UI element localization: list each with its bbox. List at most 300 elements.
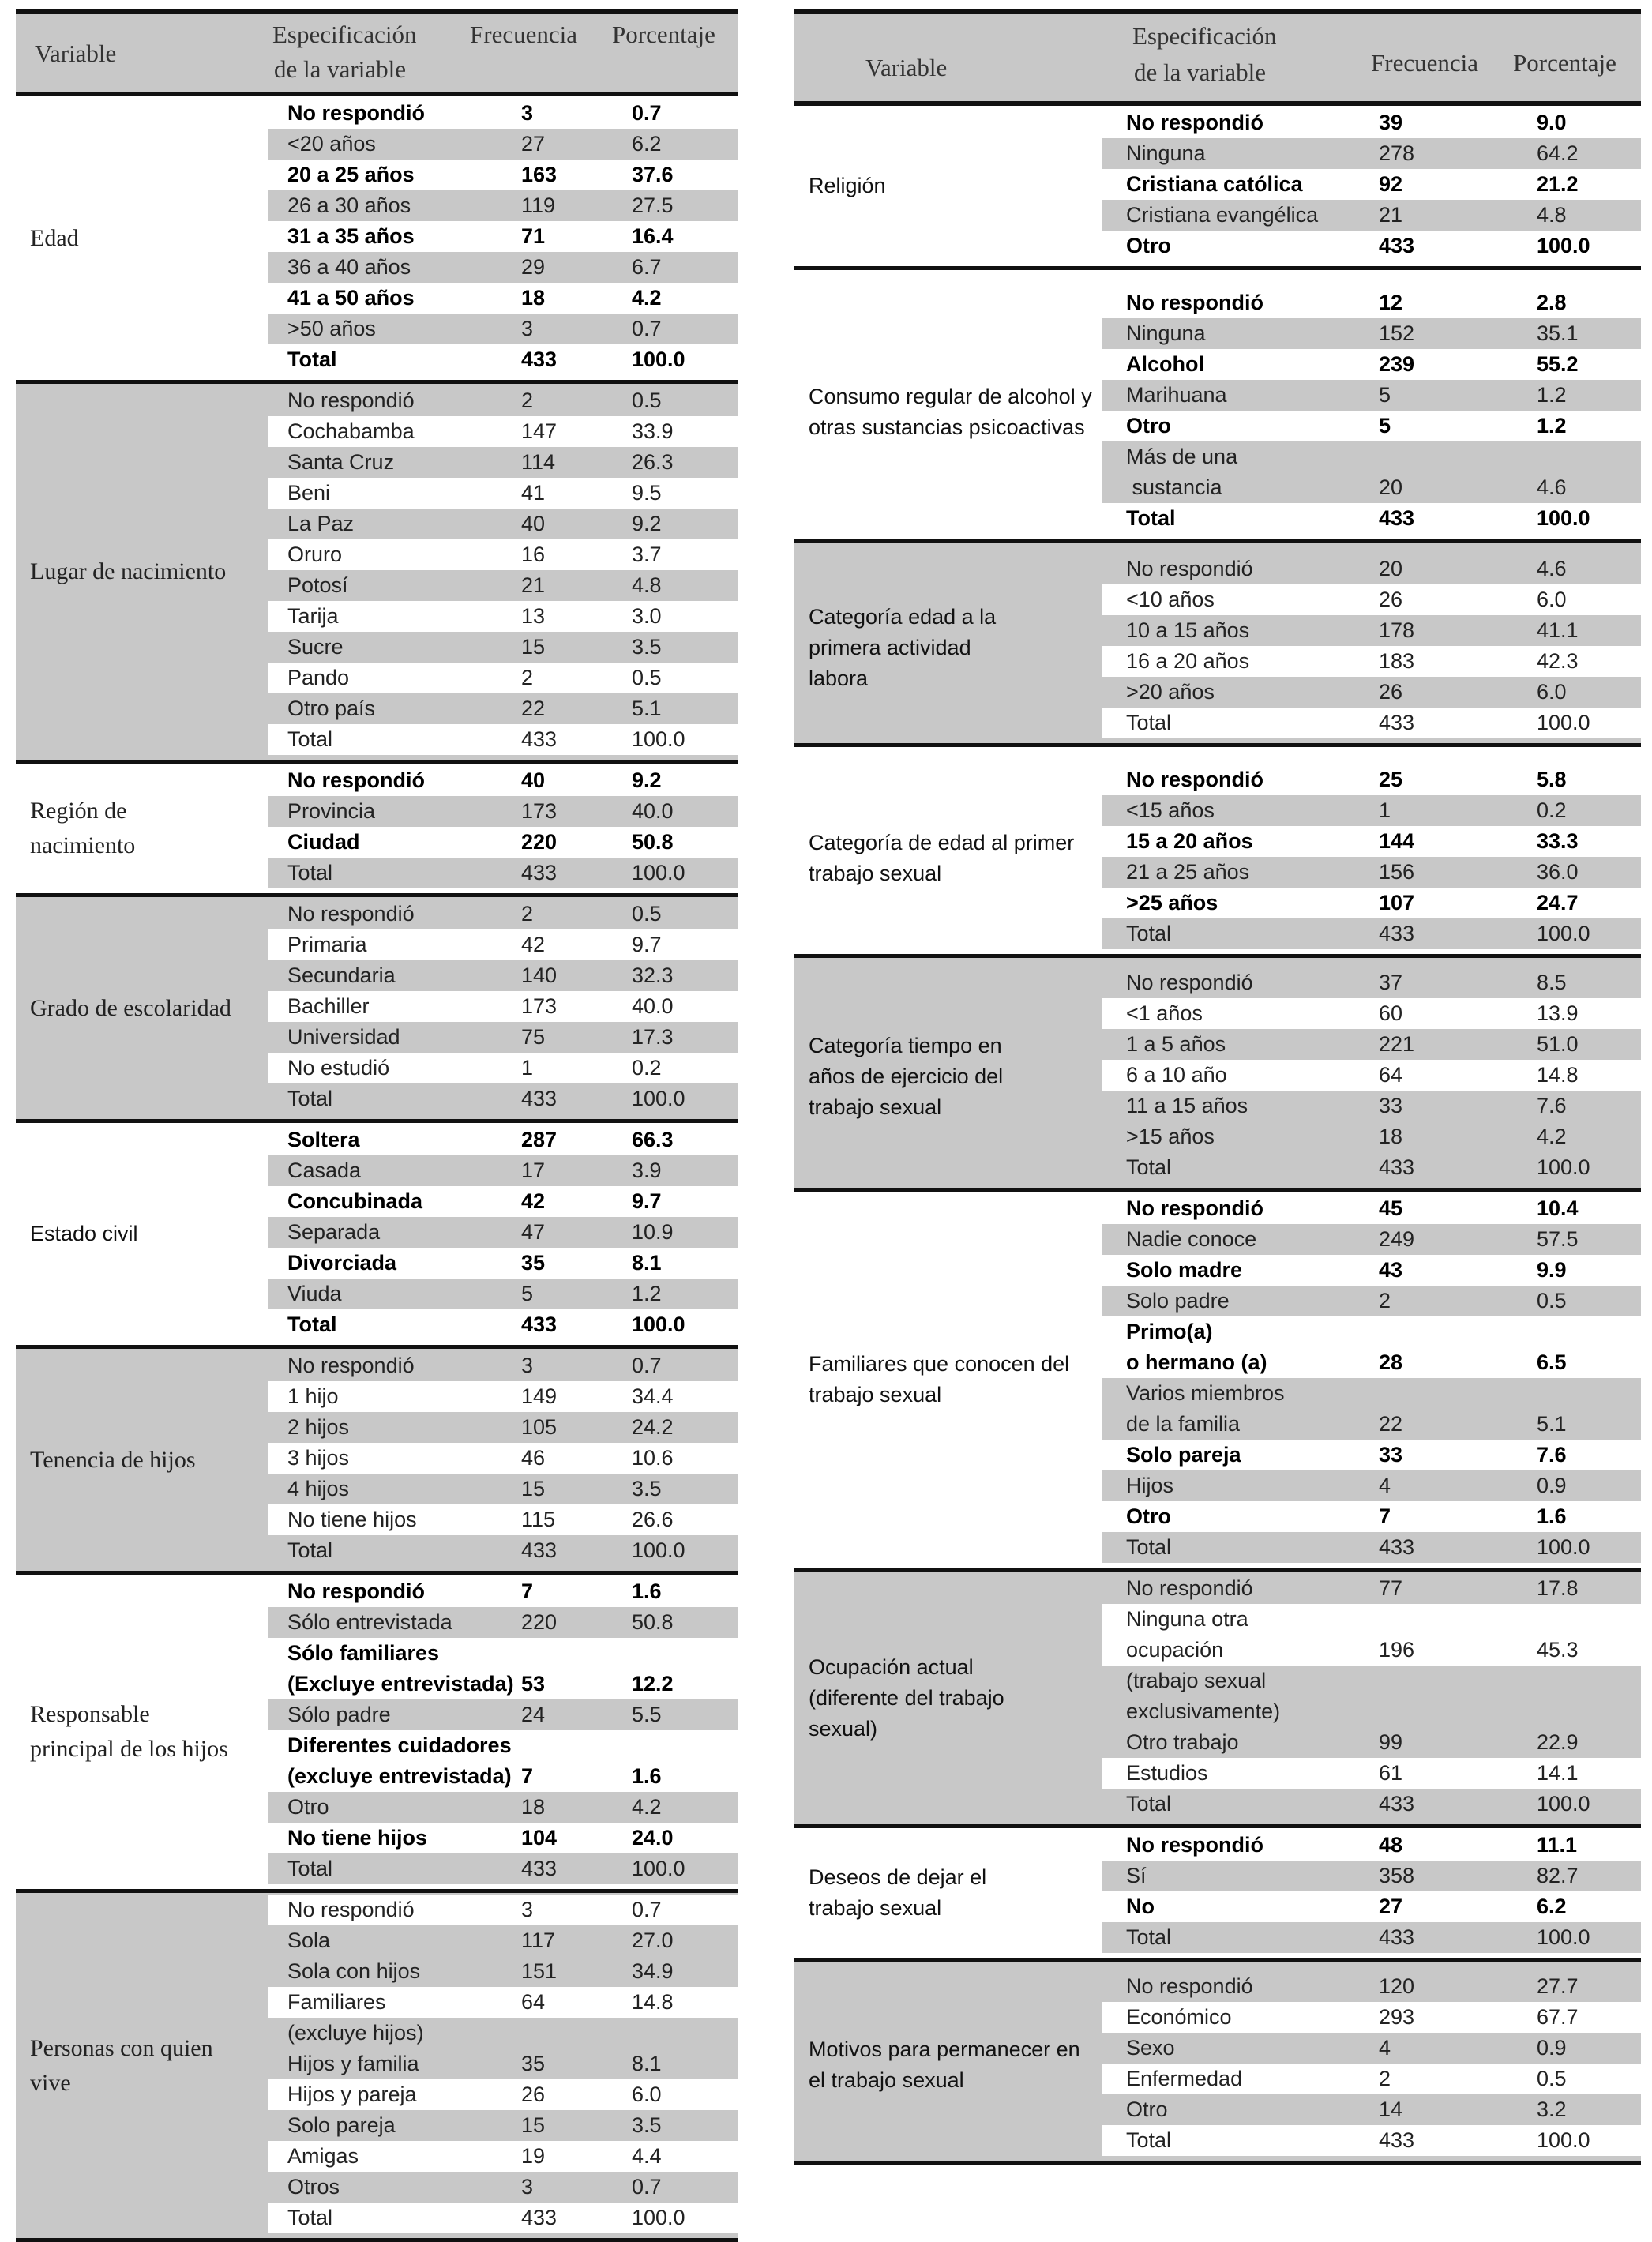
specification-cell: Separada: [287, 1220, 381, 1244]
table-row: [268, 1853, 738, 1884]
percentage-cell: 3.2: [1537, 2097, 1567, 2121]
header-frequency: Frecuencia: [470, 21, 577, 48]
table-row: [268, 478, 738, 509]
table-row: [268, 570, 738, 601]
specification-cell: <10 años: [1126, 588, 1215, 611]
percentage-cell: 22.9: [1537, 1730, 1579, 1754]
specification-cell: Total: [1126, 1535, 1172, 1559]
frequency-cell: 42: [521, 1189, 546, 1213]
percentage-cell: 6.7: [632, 255, 662, 279]
frequency-cell: 3: [521, 317, 534, 340]
table-row: [1102, 1758, 1641, 1789]
percentage-cell: 100.0: [632, 2206, 685, 2229]
section-categoria-de-edad-al-primer-trabajo-sexual: [794, 747, 1641, 958]
percentage-cell: 1.2: [1537, 414, 1567, 438]
table-row: [268, 1504, 738, 1535]
frequency-cell: 5: [1379, 383, 1391, 407]
frequency-cell: 15: [521, 635, 546, 659]
percentage-cell: 9.7: [632, 1189, 662, 1213]
percentage-cell: 10.9: [632, 1220, 674, 1244]
specification-cell: Estudios: [1126, 1761, 1208, 1785]
frequency-cell: 4: [1379, 2036, 1391, 2060]
percentage-cell: 3.5: [632, 1477, 662, 1500]
table-row: [1102, 287, 1641, 318]
frequency-cell: 33: [1379, 1443, 1403, 1467]
percentage-cell: 3.9: [632, 1159, 662, 1182]
specification-cell: Sólo familiares: [287, 1641, 440, 1665]
specification-cell: >50 años: [287, 317, 376, 340]
percentage-cell: 0.5: [632, 666, 662, 689]
percentage-cell: 57.5: [1537, 1227, 1579, 1251]
percentage-cell: 1.2: [632, 1282, 662, 1305]
specification-cell: No respondió: [1126, 1576, 1253, 1600]
table-row: [1102, 2064, 1641, 2094]
variable-label: [16, 1123, 268, 1345]
table-row: [1102, 1666, 1641, 1696]
section-ocupacion-actual-diferente-del-trabajo-sexual: [794, 1572, 1641, 1828]
specification-cell: 11 a 15 años: [1126, 1094, 1248, 1117]
specification-cell: 41 a 50 años: [287, 286, 415, 310]
percentage-cell: 24.2: [632, 1415, 674, 1439]
specification-cell: 10 a 15 años: [1126, 618, 1250, 642]
frequency-cell: 433: [1379, 1535, 1415, 1559]
specification-cell: No respondió: [1126, 1833, 1263, 1857]
specification-cell: Total: [1126, 1792, 1172, 1816]
percentage-cell: 6.0: [632, 2082, 662, 2106]
specification-cell: Concubinada: [287, 1189, 423, 1213]
table-row: [268, 724, 738, 755]
table-row: [268, 1350, 738, 1381]
specification-cell: 1 hijo: [287, 1384, 339, 1408]
specification-cell: Total: [1126, 1155, 1172, 1179]
percentage-cell: 1.2: [1537, 383, 1567, 407]
frequency-cell: 433: [1379, 1792, 1415, 1816]
table-row: [1102, 1971, 1641, 2002]
percentage-cell: 6.2: [632, 132, 662, 156]
frequency-cell: [505, 1638, 616, 1669]
percentage-cell: 7.6: [1537, 1094, 1567, 1117]
percentage-cell: 4.6: [1537, 475, 1567, 499]
frequency-cell: 1: [1379, 798, 1391, 822]
section-rows: [1102, 1828, 1641, 1958]
specification-cell: No tiene hijos: [287, 1508, 417, 1531]
specification-cell: No respondió: [1126, 557, 1253, 580]
section-rows: [1102, 106, 1641, 266]
frequency-cell: 41: [521, 481, 546, 505]
percentage-cell: 0.7: [632, 317, 662, 340]
specification-cell: No respondió: [287, 101, 425, 125]
frequency-cell: 40: [521, 512, 546, 535]
percentage-cell: 50.8: [632, 1610, 674, 1634]
percentage-cell: 64.2: [1537, 141, 1579, 165]
table-row: [1102, 472, 1641, 503]
header-spec-line1: Especificación: [1132, 22, 1277, 50]
header-spec-line2: de la variable: [274, 55, 406, 83]
section-rows: [1102, 1572, 1641, 1824]
percentage-cell: 9.9: [1537, 1258, 1567, 1282]
table-row: [1102, 1501, 1641, 1532]
percentage-cell: 3.5: [632, 2113, 662, 2137]
specification-cell: No respondió: [1126, 768, 1263, 791]
specification-cell: Otro: [1126, 1504, 1171, 1528]
variable-label: [16, 1575, 268, 1889]
specification-cell: Tarija: [287, 604, 339, 628]
section-consumo-regular-de-alcohol-y-otras-sustancias-psicoactivas: [794, 270, 1641, 543]
table-row: [1102, 2033, 1641, 2064]
table-row: [268, 447, 738, 478]
table-row: [268, 1956, 738, 1987]
table-row: [1102, 441, 1641, 472]
percentage-cell: 100.0: [1537, 234, 1590, 257]
header-variable: Variable: [865, 54, 948, 81]
percentage-cell: 67.7: [1537, 2005, 1579, 2029]
specification-cell: Hijos: [1126, 1474, 1174, 1497]
table-row: [268, 1412, 738, 1443]
specification-cell: (excluye entrevistada): [287, 1764, 512, 1788]
specification-cell: Total: [287, 347, 337, 371]
specification-cell: Divorciada: [287, 1251, 397, 1275]
frequency-cell: 178: [1379, 618, 1415, 642]
frequency-cell: 152: [1379, 321, 1415, 345]
percentage-cell: [1521, 1316, 1641, 1347]
percentage-cell: 4.2: [632, 286, 662, 310]
specification-cell: No respondió: [287, 1354, 415, 1377]
section-categoria-edad-a-la-primera-actividad-labora: [794, 543, 1641, 747]
table-row: [268, 160, 738, 190]
frequency-cell: 433: [1379, 922, 1415, 945]
percentage-cell: 55.2: [1537, 352, 1579, 376]
frequency-cell: 75: [521, 1025, 546, 1049]
percentage-cell: 9.7: [632, 933, 662, 956]
frequency-cell: 2: [1379, 1289, 1391, 1313]
table-row: [268, 1699, 738, 1730]
frequency-cell: 173: [521, 799, 558, 823]
variable-label-text: Religión: [809, 174, 886, 197]
frequency-cell: 120: [1379, 1974, 1415, 1998]
header-spec-line2: de la variable: [1134, 58, 1266, 86]
frequency-cell: 433: [1379, 1925, 1415, 1949]
frequency-cell: 61: [1379, 1761, 1403, 1785]
specification-cell: No respondió: [287, 389, 415, 412]
header-percentage: Porcentaje: [1513, 49, 1616, 77]
specification-cell: Sólo padre: [287, 1703, 391, 1726]
variable-label-text: Estado civil: [30, 1222, 138, 1245]
percentage-cell: 4.2: [632, 1795, 662, 1819]
percentage-cell: 8.1: [632, 1251, 662, 1275]
percentage-cell: 1.6: [1537, 1504, 1567, 1528]
table-row: [268, 385, 738, 416]
specification-cell: >20 años: [1126, 680, 1215, 704]
table-row: [268, 344, 738, 375]
frequency-cell: 35: [521, 1251, 546, 1275]
table-row: [1102, 1440, 1641, 1470]
specification-cell: Cristiana católica: [1126, 172, 1303, 196]
percentage-cell: 9.2: [632, 512, 662, 535]
specification-cell: Cristiana evangélica: [1126, 203, 1319, 227]
frequency-cell: 35: [521, 2052, 546, 2075]
table-row: [268, 1761, 738, 1792]
specification-cell: Sólo entrevistada: [287, 1610, 452, 1634]
table-row: [1102, 1029, 1641, 1060]
table-row: [268, 1823, 738, 1853]
percentage-cell: 9.0: [1537, 111, 1567, 134]
percentage-cell: 1.6: [632, 1579, 662, 1603]
table-row: [1102, 1193, 1641, 1224]
frequency-cell: 2: [521, 666, 534, 689]
specification-cell: ocupación: [1126, 1638, 1224, 1662]
percentage-cell: [616, 1730, 738, 1761]
section-rows: [268, 1893, 738, 2238]
frequency-cell: [1363, 1378, 1521, 1409]
percentage-cell: 7.6: [1537, 1443, 1567, 1467]
variable-label: [794, 106, 1102, 266]
percentage-cell: 32.3: [632, 963, 674, 987]
table-row: [1102, 764, 1641, 795]
frequency-cell: [1363, 1604, 1521, 1635]
table-row: [1102, 795, 1641, 826]
specification-cell: (excluye hijos): [287, 2021, 424, 2045]
table-row: [1102, 857, 1641, 888]
specification-cell: <15 años: [1126, 798, 1215, 822]
table-row: [268, 2141, 738, 2172]
table-row: [1102, 1604, 1641, 1635]
percentage-cell: 12.2: [632, 1672, 674, 1696]
frequency-cell: 27: [1379, 1895, 1403, 1918]
specification-cell: Total: [287, 1538, 333, 1562]
table-row: [268, 2172, 738, 2203]
table-row: [268, 1925, 738, 1956]
specification-cell: Solo padre: [1126, 1289, 1230, 1313]
table-row: [1102, 998, 1641, 1029]
percentage-cell: 100.0: [1537, 1535, 1590, 1559]
variable-label-text: Edad: [30, 224, 79, 251]
table-row: [268, 1083, 738, 1114]
specification-cell: Total: [1126, 2128, 1172, 2152]
table-row: [1102, 1286, 1641, 1316]
frequency-cell: [505, 2018, 616, 2049]
percentage-cell: 35.1: [1537, 321, 1579, 345]
percentage-cell: 10.4: [1537, 1196, 1579, 1220]
table-row: [1102, 107, 1641, 138]
percentage-cell: 14.8: [632, 1990, 674, 2014]
percentage-cell: 42.3: [1537, 649, 1579, 673]
specification-cell: Potosí: [287, 573, 348, 597]
specification-cell: Varios miembros: [1126, 1381, 1285, 1405]
specification-cell: Sexo: [1126, 2036, 1175, 2060]
percentage-cell: 17.8: [1537, 1576, 1579, 1600]
specification-cell: No respondió: [287, 1579, 425, 1603]
specification-cell: Bachiller: [287, 994, 370, 1018]
table-row: [1102, 826, 1641, 857]
table-row: [268, 98, 738, 129]
frequency-cell: 7: [521, 1764, 534, 1788]
table-row: [268, 221, 738, 252]
right-table: [794, 9, 1641, 2165]
percentage-cell: 100.0: [632, 1087, 685, 1110]
frequency-cell: 293: [1379, 2005, 1415, 2029]
variable-label: [794, 1192, 1102, 1568]
table-row: [268, 2049, 738, 2079]
frequency-cell: 433: [1379, 711, 1415, 734]
frequency-cell: 43: [1379, 1258, 1403, 1282]
table-row: [268, 1607, 738, 1638]
table-row: [1102, 708, 1641, 738]
table-row: [268, 827, 738, 858]
section-region-de-nacimiento: [16, 764, 738, 897]
percentage-cell: [1521, 1696, 1641, 1727]
percentage-cell: 100.0: [1537, 2128, 1590, 2152]
frequency-cell: 17: [521, 1159, 546, 1182]
frequency-cell: 149: [521, 1384, 558, 1408]
frequency-cell: 14: [1379, 2097, 1403, 2121]
percentage-cell: 40.0: [632, 994, 674, 1018]
table-row: [268, 190, 738, 221]
frequency-cell: 53: [521, 1672, 546, 1696]
table-row: [1102, 1316, 1641, 1347]
specification-cell: Familiares: [287, 1990, 386, 2014]
specification-cell: No estudió: [287, 1056, 390, 1080]
frequency-cell: 25: [1379, 768, 1403, 791]
table-row: [268, 1792, 738, 1823]
frequency-cell: 3: [521, 1354, 534, 1377]
specification-cell: No respondió: [287, 1898, 415, 1921]
specification-cell: (trabajo sexual: [1126, 1669, 1267, 1692]
frequency-cell: 183: [1379, 649, 1415, 673]
frequency-cell: 40: [521, 768, 546, 792]
table-row: [268, 509, 738, 539]
frequency-cell: [1363, 1696, 1521, 1727]
table-header: [16, 9, 738, 96]
frequency-cell: [1363, 1666, 1521, 1696]
percentage-cell: 51.0: [1537, 1032, 1579, 1056]
table-row: [268, 1022, 738, 1053]
specification-cell: 21 a 25 años: [1126, 860, 1250, 884]
section-personas-con-quien-vive: [16, 1893, 738, 2242]
percentage-cell: 6.0: [1537, 588, 1567, 611]
percentage-cell: [616, 2018, 738, 2049]
frequency-cell: 3: [521, 1898, 534, 1921]
percentage-cell: 66.3: [632, 1128, 674, 1151]
percentage-cell: 0.5: [1537, 1289, 1567, 1313]
percentage-cell: 14.1: [1537, 1761, 1579, 1785]
specification-cell: exclusivamente): [1126, 1699, 1281, 1723]
section-rows: [1102, 286, 1641, 539]
specification-cell: No tiene hijos: [287, 1826, 428, 1850]
table-header: [794, 9, 1641, 106]
frequency-cell: 21: [1379, 203, 1403, 227]
frequency-cell: 433: [1379, 506, 1415, 530]
table-row: [268, 601, 738, 632]
frequency-cell: 156: [1379, 860, 1415, 884]
specification-cell: de la familia: [1126, 1412, 1241, 1436]
specification-cell: Marihuana: [1126, 383, 1227, 407]
specification-cell: Oruro: [287, 543, 343, 566]
table-row: [268, 1279, 738, 1309]
percentage-cell: 8.5: [1537, 971, 1567, 994]
specification-cell: Total: [287, 2206, 333, 2229]
percentage-cell: 82.7: [1537, 1864, 1579, 1887]
percentage-cell: 6.2: [1537, 1895, 1567, 1918]
specification-cell: Beni: [287, 481, 331, 505]
percentage-cell: 0.7: [632, 101, 662, 125]
table-row: [268, 991, 738, 1022]
frequency-cell: 71: [521, 224, 546, 248]
specification-cell: Total: [287, 1313, 337, 1336]
percentage-cell: 100.0: [1537, 506, 1590, 530]
section-edad: [16, 96, 738, 384]
percentage-cell: 16.4: [632, 224, 674, 248]
frequency-cell: 20: [1379, 475, 1403, 499]
variable-label-text: Responsable principal de los hijos: [30, 1701, 228, 1762]
percentage-cell: 17.3: [632, 1025, 674, 1049]
frequency-cell: 2: [521, 902, 534, 926]
section-rows: [268, 384, 738, 760]
table-row: [1102, 1224, 1641, 1255]
percentage-cell: 1.6: [632, 1764, 662, 1788]
specification-cell: Soltera: [287, 1128, 360, 1151]
frequency-cell: 28: [1379, 1350, 1403, 1374]
specification-cell: Primo(a): [1126, 1320, 1213, 1343]
specification-cell: No respondió: [287, 902, 415, 926]
percentage-cell: 100.0: [632, 1313, 685, 1336]
section-motivos-para-permanecer-en-el-trabajo-sexual: [794, 1962, 1641, 2165]
frequency-cell: 45: [1379, 1196, 1403, 1220]
specification-cell: <20 años: [287, 132, 376, 156]
variable-label: [16, 384, 268, 760]
table-body: [794, 106, 1641, 2165]
table-row: [1102, 380, 1641, 411]
header-variable: Variable: [35, 39, 117, 67]
specification-cell: Sucre: [287, 635, 344, 659]
frequency-cell: 4: [1379, 1474, 1391, 1497]
section-rows: [1102, 966, 1641, 1188]
table-row: [1102, 1152, 1641, 1183]
section-rows: [268, 764, 738, 893]
frequency-cell: [1363, 441, 1521, 472]
percentage-cell: 26.6: [632, 1508, 674, 1531]
table-row: [1102, 1121, 1641, 1152]
frequency-cell: 147: [521, 419, 558, 443]
frequency-cell: 287: [521, 1128, 558, 1151]
specification-cell: Santa Cruz: [287, 450, 395, 474]
variable-label: [16, 1349, 268, 1571]
frequency-cell: 47: [521, 1220, 546, 1244]
table-row: [1102, 888, 1641, 918]
frequency-cell: 24: [521, 1703, 546, 1726]
percentage-cell: 21.2: [1537, 172, 1579, 196]
frequency-cell: 433: [1379, 1155, 1415, 1179]
specification-cell: Económico: [1126, 2005, 1232, 2029]
table-row: [268, 1730, 738, 1761]
percentage-cell: 4.4: [632, 2144, 662, 2168]
table-row: [1102, 1830, 1641, 1861]
table-row: [268, 1669, 738, 1699]
frequency-cell: 433: [521, 1313, 558, 1336]
specification-cell: 3 hijos: [287, 1446, 350, 1470]
table-row: [1102, 1696, 1641, 1727]
frequency-cell: 433: [521, 2206, 558, 2229]
section-rows: [268, 1349, 738, 1571]
table-row: [1102, 677, 1641, 708]
specification-cell: Total: [287, 727, 333, 751]
table-row: [268, 960, 738, 991]
percentage-cell: 33.3: [1537, 829, 1579, 853]
table-row: [268, 1987, 738, 2018]
percentage-cell: 24.0: [632, 1826, 674, 1850]
frequency-cell: 144: [1379, 829, 1415, 853]
percentage-cell: 13.9: [1537, 1001, 1579, 1025]
percentage-cell: [1521, 1666, 1641, 1696]
